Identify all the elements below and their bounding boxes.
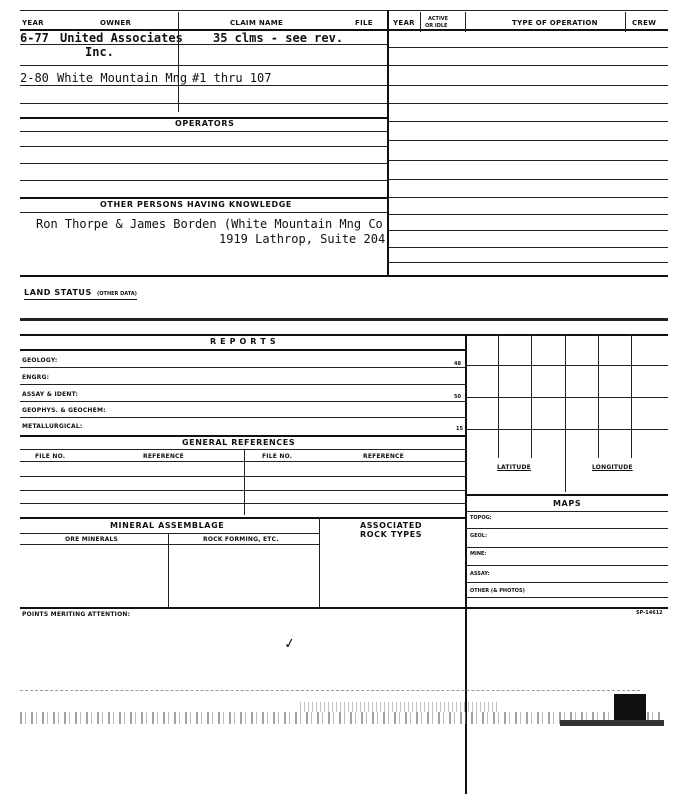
header-year: YEAR (22, 19, 44, 27)
header-file: FILE (355, 19, 373, 27)
other-persons-title: OTHER PERSONS HAVING KNOWLEDGE (100, 200, 292, 209)
gr-col-file-no-2: FILE NO. (262, 453, 293, 460)
report-assay: ASSAY & IDENT: (22, 391, 79, 398)
land-status-sub: (OTHER DATA) (97, 291, 137, 297)
maps-other: OTHER (& PHOTOS) (470, 588, 525, 594)
header-or-idle: OR IDLE (425, 23, 448, 29)
latitude-label: LATITUDE (497, 464, 531, 471)
assoc-rock-types-1: ASSOCIATED (360, 521, 423, 530)
maps-title: MAPS (553, 499, 582, 508)
report-engrg: ENGRG: (22, 374, 50, 381)
other-persons-line-1: Ron Thorpe & James Borden (White Mountain Mng Co (36, 217, 383, 231)
land-status-label: LAND STATUS (24, 288, 92, 297)
entry-1-owner-cont: Inc. (85, 45, 114, 59)
assoc-rock-types-2: ROCK TYPES (360, 530, 423, 539)
maps-geol: GEOL: (470, 533, 487, 539)
header-year-2: YEAR (393, 19, 415, 27)
reports-title: R E P O R T S (210, 337, 277, 346)
rock-forming-label: ROCK FORMING, ETC. (203, 536, 279, 543)
report-geology: GEOLOGY: (22, 357, 58, 364)
entry-1-claim: 35 clms - see rev. (213, 31, 344, 45)
report-metallurgical-num: 15 (456, 426, 463, 432)
maps-assay: ASSAY: (470, 571, 490, 577)
entry-1-owner: United Associates (60, 31, 183, 45)
ore-minerals-label: ORE MINERALS (65, 536, 119, 543)
points-title: POINTS MERITING ATTENTION: (22, 611, 131, 618)
header-active: ACTIVE (428, 16, 449, 22)
operators-title: OPERATORS (175, 119, 235, 128)
gr-col-reference-1: REFERENCE (143, 453, 184, 460)
mineral-title: MINERAL ASSEMBLAGE (110, 521, 225, 530)
general-references-title: GENERAL REFERENCES (182, 438, 296, 447)
dark-blotch-bottom (560, 720, 664, 726)
checkmark: ✓ (282, 635, 298, 653)
header-claim-name: CLAIM NAME (230, 19, 284, 27)
header-crew: CREW (632, 19, 657, 27)
other-persons-line-2: 1919 Lathrop, Suite 204 (219, 232, 386, 246)
report-geophys: GEOPHYS. & GEOCHEM: (22, 407, 106, 414)
maps-topog: TOPOG: (470, 515, 492, 521)
entry-2-year: 2-80 (20, 71, 49, 85)
header-owner: OWNER (100, 19, 132, 27)
entry-2-claim: #1 thru 107 (192, 71, 272, 85)
entry-2-owner: White Mountain Mng (57, 71, 188, 85)
noise-band-2 (300, 702, 500, 712)
longitude-label: LONGITUDE (592, 464, 633, 471)
gr-col-file-no-1: FILE NO. (35, 453, 66, 460)
land-status-title (24, 280, 137, 300)
report-geology-num: 48 (454, 361, 461, 367)
form-number: SP-14612 (636, 610, 663, 616)
entry-1-year: 6-77 (20, 31, 49, 45)
report-metallurgical: METALLURGICAL: (22, 423, 83, 430)
maps-mine: MINE: (470, 551, 487, 557)
smudge-line (20, 318, 668, 321)
report-assay-num: 50 (454, 394, 461, 400)
gr-col-reference-2: REFERENCE (363, 453, 404, 460)
header-type-of-operation: TYPE OF OPERATION (512, 19, 598, 27)
